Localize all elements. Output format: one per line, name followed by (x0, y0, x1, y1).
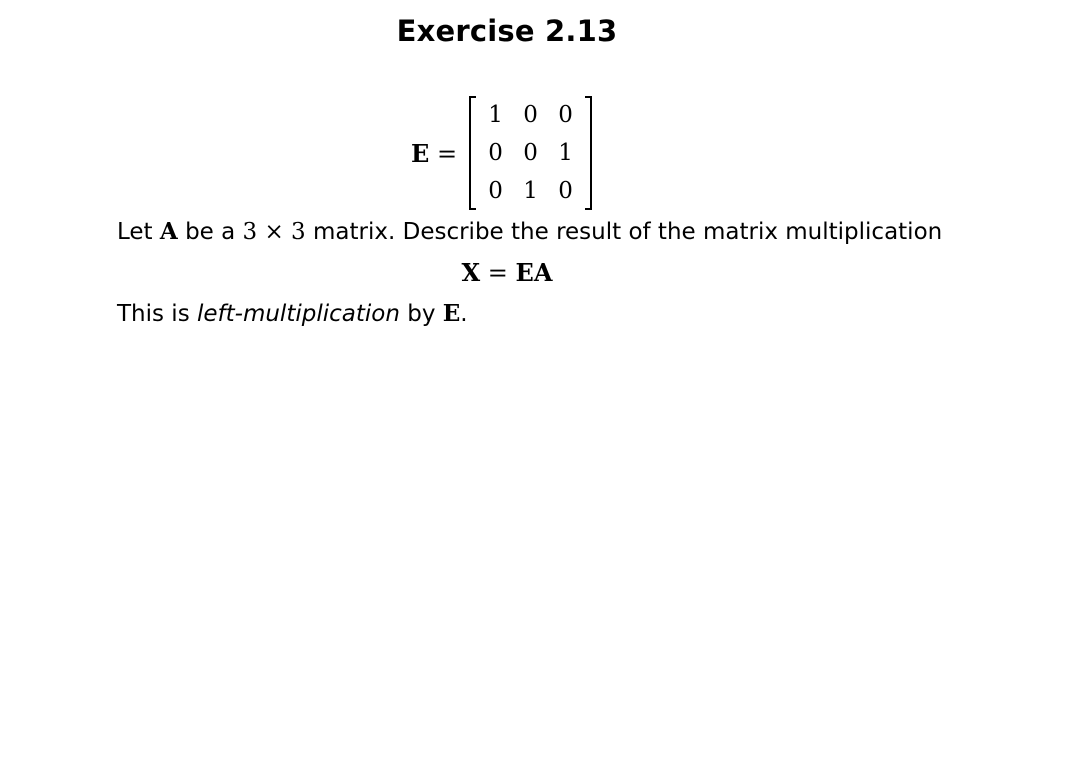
matrix-cell: 1 (523, 178, 538, 204)
dimension-text: 3 × 3 (242, 219, 306, 245)
left-bracket (469, 96, 476, 210)
matrix-cell: 0 (488, 178, 503, 204)
matrix-cell: 0 (523, 140, 538, 166)
matrix-symbol: A (159, 218, 178, 245)
note-statement (117, 300, 468, 327)
matrix-cell: 0 (488, 140, 503, 166)
text-fragment: matrix. Describe the result of the matrix multiplication (313, 219, 943, 245)
matrix-definition (411, 94, 592, 212)
problem-statement (117, 218, 942, 245)
period: . (460, 301, 468, 327)
product-equation (0, 258, 1014, 287)
equals-sign: = (487, 259, 508, 287)
matrix-cell: 0 (558, 102, 573, 128)
text-fragment: Let (117, 219, 153, 245)
equals-sign: = (436, 139, 458, 168)
matrix-grid (476, 96, 585, 210)
emphasis-text: left-multiplication (197, 301, 400, 327)
page-title: Exercise 2.13 (396, 14, 618, 48)
text-fragment: by (407, 301, 436, 327)
product-rhs: EA (515, 258, 553, 287)
matrix-symbol: E (411, 138, 430, 168)
matrix-cell: 1 (558, 140, 573, 166)
product-lhs: X (461, 258, 481, 287)
matrix-cell: 0 (558, 178, 573, 204)
right-bracket (585, 96, 592, 210)
matrix-cell: 1 (488, 102, 503, 128)
matrix-lhs (411, 139, 457, 168)
text-fragment: be a (185, 219, 236, 245)
matrix-symbol: E (442, 300, 461, 327)
text-fragment: This is (117, 301, 190, 327)
matrix-cell: 0 (523, 102, 538, 128)
